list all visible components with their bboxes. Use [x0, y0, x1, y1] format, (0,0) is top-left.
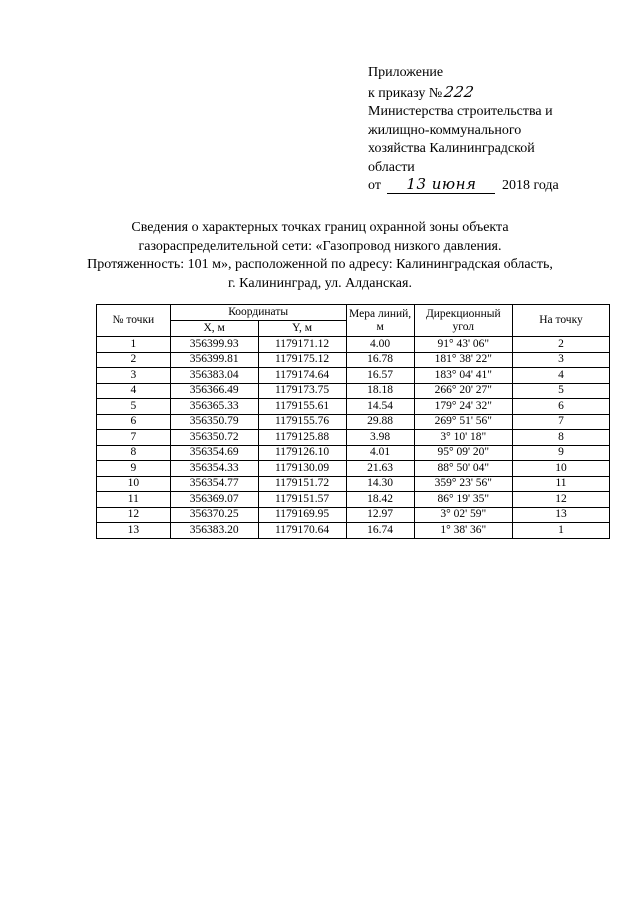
cell-y: 1179151.57	[258, 492, 346, 508]
table-row	[97, 399, 610, 415]
header-y: Y, м	[258, 321, 346, 337]
cell-x: 356354.33	[170, 461, 258, 477]
table-row	[97, 383, 610, 399]
cell-x: 356383.20	[170, 523, 258, 539]
table-row	[97, 507, 610, 523]
cell-x: 356350.72	[170, 430, 258, 446]
header-length: Мера линий, м	[346, 305, 414, 337]
cell-angle: 86° 19' 35"	[414, 492, 512, 508]
points-table	[96, 304, 610, 539]
cell-point: 2	[97, 352, 171, 368]
cell-length: 29.88	[346, 414, 414, 430]
cell-to-point: 8	[512, 430, 609, 446]
cell-x: 356369.07	[170, 492, 258, 508]
cell-to-point: 12	[512, 492, 609, 508]
heading-line-1: Сведения о характерных точках границ охранной зоны объекта	[131, 220, 509, 235]
cell-point: 1	[97, 337, 171, 353]
cell-length: 12.97	[346, 507, 414, 523]
table-row	[97, 492, 610, 508]
cell-y: 1179173.75	[258, 383, 346, 399]
header-x: X, м	[170, 321, 258, 337]
cell-y: 1179130.09	[258, 461, 346, 477]
cell-point: 5	[97, 399, 171, 415]
heading-line-4: г. Калининград, ул. Алданская.	[228, 275, 412, 291]
cell-to-point: 6	[512, 399, 609, 415]
cell-length: 4.01	[346, 445, 414, 461]
cell-x: 356350.79	[170, 414, 258, 430]
order-line	[368, 83, 618, 104]
cell-angle: 1° 38' 36"	[414, 523, 512, 539]
table-row	[97, 523, 610, 539]
cell-point: 4	[97, 383, 171, 399]
cell-angle: 359° 23' 56"	[414, 476, 512, 492]
cell-y: 1179155.61	[258, 399, 346, 415]
cell-length: 16.57	[346, 368, 414, 384]
cell-to-point: 10	[512, 461, 609, 477]
cell-to-point: 13	[512, 507, 609, 523]
cell-y: 1179155.76	[258, 414, 346, 430]
cell-x: 356399.93	[170, 337, 258, 353]
ministry-line-4: области	[368, 159, 415, 175]
cell-to-point: 4	[512, 368, 609, 384]
cell-point: 12	[97, 507, 171, 523]
cell-angle: 3° 10' 18"	[414, 430, 512, 446]
cell-angle: 266° 20' 27"	[414, 383, 512, 399]
table-row	[97, 368, 610, 384]
cell-x: 356365.33	[170, 399, 258, 415]
header-to-point: На точку	[512, 305, 609, 337]
cell-length: 4.00	[346, 337, 414, 353]
ministry-line-1: Министерства строительства и	[368, 104, 553, 119]
cell-length: 21.63	[346, 461, 414, 477]
order-number-handwritten: 222	[442, 82, 476, 101]
table-body	[97, 337, 610, 539]
cell-y: 1179174.64	[258, 368, 346, 384]
order-prefix: к приказу №	[368, 85, 443, 101]
cell-x: 356354.77	[170, 476, 258, 492]
date-field	[387, 177, 495, 194]
ministry-line-2: жилищно-коммунального	[368, 122, 522, 138]
cell-length: 16.78	[346, 352, 414, 368]
cell-angle: 181° 38' 22"	[414, 352, 512, 368]
order-number	[444, 83, 474, 104]
table-row	[97, 352, 610, 368]
cell-x: 356383.04	[170, 368, 258, 384]
cell-point: 7	[97, 430, 171, 446]
cell-to-point: 2	[512, 337, 609, 353]
cell-to-point: 1	[512, 523, 609, 539]
heading-line-2: газораспределительной сети: «Газопровод низкого давления.	[138, 238, 502, 254]
cell-to-point: 9	[512, 445, 609, 461]
cell-y: 1179175.12	[258, 352, 346, 368]
table-row	[97, 445, 610, 461]
cell-point: 9	[97, 461, 171, 477]
document-heading	[60, 219, 580, 293]
cell-point: 3	[97, 368, 171, 384]
appendix-title: Приложение	[368, 65, 444, 80]
cell-point: 10	[97, 476, 171, 492]
cell-angle: 91° 43' 06"	[414, 337, 512, 353]
appendix-block	[368, 64, 618, 196]
cell-length: 18.42	[346, 492, 414, 508]
cell-angle: 179° 24' 32"	[414, 399, 512, 415]
header-angle: Дирекционный угол	[414, 305, 512, 337]
ministry-line-3: хозяйства Калининградской	[368, 141, 535, 156]
heading-line-3: Протяженность: 101 м», расположенной по адресу: Калининградская область,	[87, 257, 553, 272]
table-row	[97, 476, 610, 492]
cell-length: 18.18	[346, 383, 414, 399]
cell-point: 11	[97, 492, 171, 508]
table-row	[97, 461, 610, 477]
cell-angle: 269° 51' 56"	[414, 414, 512, 430]
cell-y: 1179126.10	[258, 445, 346, 461]
table-row	[97, 430, 610, 446]
cell-point: 6	[97, 414, 171, 430]
header-coordinates: Координаты	[170, 305, 346, 321]
cell-point: 13	[97, 523, 171, 539]
date-line	[368, 177, 618, 196]
cell-angle: 183° 04' 41"	[414, 368, 512, 384]
cell-to-point: 7	[512, 414, 609, 430]
cell-y: 1179125.88	[258, 430, 346, 446]
cell-to-point: 11	[512, 476, 609, 492]
cell-to-point: 3	[512, 352, 609, 368]
cell-angle: 3° 02' 59"	[414, 507, 512, 523]
date-handwritten: 13 июня	[406, 175, 477, 193]
cell-length: 3.98	[346, 430, 414, 446]
cell-y: 1179170.64	[258, 523, 346, 539]
date-prefix: от	[368, 178, 381, 193]
table-row	[97, 337, 610, 353]
cell-y: 1179169.95	[258, 507, 346, 523]
table-row	[97, 414, 610, 430]
cell-length: 14.30	[346, 476, 414, 492]
header-point: № точки	[97, 305, 171, 337]
cell-point: 8	[97, 445, 171, 461]
cell-to-point: 5	[512, 383, 609, 399]
cell-y: 1179151.72	[258, 476, 346, 492]
cell-x: 356354.69	[170, 445, 258, 461]
cell-angle: 95° 09' 20"	[414, 445, 512, 461]
cell-length: 16.74	[346, 523, 414, 539]
cell-x: 356370.25	[170, 507, 258, 523]
date-suffix: 2018 года	[501, 178, 559, 193]
cell-x: 356366.49	[170, 383, 258, 399]
table-header-row-1	[97, 305, 610, 321]
cell-angle: 88° 50' 04"	[414, 461, 512, 477]
cell-x: 356399.81	[170, 352, 258, 368]
cell-y: 1179171.12	[258, 337, 346, 353]
cell-length: 14.54	[346, 399, 414, 415]
